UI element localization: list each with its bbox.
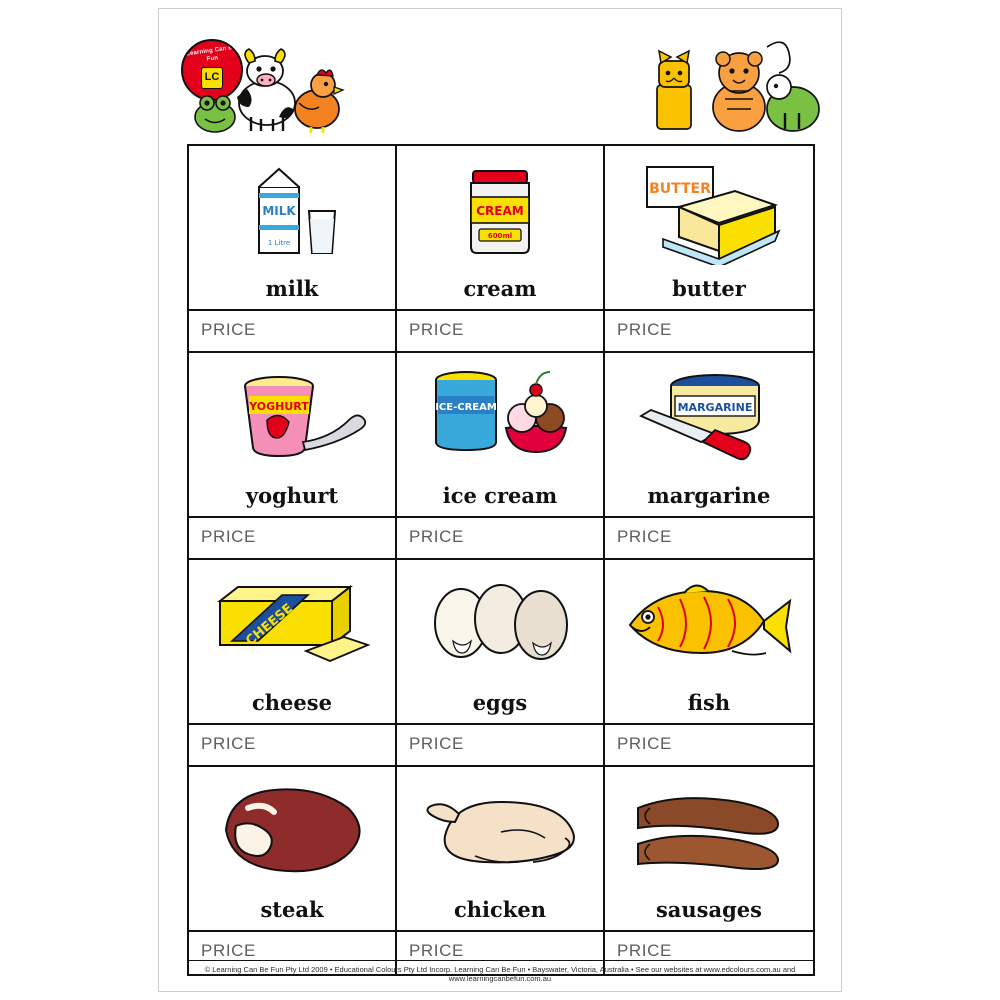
chicken-icon xyxy=(295,70,343,133)
price-label: PRICE xyxy=(201,941,256,960)
grid-row xyxy=(189,767,813,932)
sausages-icon xyxy=(605,771,813,889)
grocery-cell-butter[interactable] xyxy=(605,146,813,311)
price-label: PRICE xyxy=(616,734,672,753)
price-cell[interactable] xyxy=(605,518,813,560)
svg-text:BUTTER: BUTTER xyxy=(649,181,711,197)
item-label: fish xyxy=(687,690,731,715)
milk-carton-icon xyxy=(189,150,395,268)
svg-text:YOGHURT: YOGHURT xyxy=(249,400,309,413)
grocery-cell-cream[interactable] xyxy=(397,146,605,311)
copyright-footer: © Learning Can Be Fun Pty Ltd 2009 • Educational Colours Pty Ltd Incorp. Learning Can Be Fun • Bayswater, Victoria, Australia • See our websites at www.edcolours.com.au and www.learningcanbefun.com.au xyxy=(187,960,813,983)
price-cell[interactable] xyxy=(397,311,605,353)
price-cell[interactable] xyxy=(397,725,605,767)
grocery-cell-fish[interactable] xyxy=(605,560,813,725)
item-label: cheese xyxy=(252,690,332,715)
price-label: PRICE xyxy=(408,320,464,339)
price-cell[interactable] xyxy=(189,311,397,353)
svg-text:MARGARINE: MARGARINE xyxy=(677,401,753,414)
pet-animals-illustration xyxy=(647,33,827,139)
price-label: PRICE xyxy=(201,527,256,546)
svg-text:CREAM: CREAM xyxy=(476,204,524,218)
grid-row xyxy=(189,353,813,518)
price-cell[interactable] xyxy=(189,725,397,767)
price-label: PRICE xyxy=(616,320,672,339)
price-label: PRICE xyxy=(616,527,672,546)
price-label: PRICE xyxy=(201,734,256,753)
butter-block-icon xyxy=(605,150,813,268)
steak-icon xyxy=(189,771,395,889)
svg-text:CHEESE: CHEESE xyxy=(243,601,297,649)
svg-text:ICE-CREAM: ICE-CREAM xyxy=(435,402,497,413)
chicken-icon xyxy=(397,771,603,889)
item-label: eggs xyxy=(472,690,528,715)
grocery-cell-yoghurt[interactable] xyxy=(189,353,397,518)
svg-text:MILK: MILK xyxy=(262,204,296,218)
grid-row xyxy=(189,725,813,767)
grocery-cell-eggs[interactable] xyxy=(397,560,605,725)
poster-header xyxy=(159,9,841,139)
poster xyxy=(158,8,842,992)
item-label: margarine xyxy=(647,483,771,508)
grocery-cell-chicken[interactable] xyxy=(397,767,605,932)
logo-badge: LC xyxy=(201,67,223,89)
item-label: chicken xyxy=(453,897,546,922)
grid-row xyxy=(189,560,813,725)
frog-icon xyxy=(195,96,235,132)
cat-icon xyxy=(657,51,691,129)
cream-jar-icon xyxy=(397,150,603,268)
item-label: steak xyxy=(260,897,324,922)
svg-text:600ml: 600ml xyxy=(487,232,513,240)
margarine-tub-icon xyxy=(605,357,813,475)
price-cell[interactable] xyxy=(605,725,813,767)
cheese-block-icon xyxy=(189,564,395,682)
farm-animals-illustration xyxy=(187,37,367,137)
price-label: PRICE xyxy=(616,941,672,960)
grid-row xyxy=(189,146,813,311)
svg-text:1 Litre: 1 Litre xyxy=(267,239,291,247)
item-label: butter xyxy=(672,276,746,301)
item-label: cream xyxy=(463,276,537,301)
price-cell[interactable] xyxy=(605,311,813,353)
item-label: sausages xyxy=(655,897,762,922)
item-label: milk xyxy=(265,276,319,301)
grocery-cell-sausages[interactable] xyxy=(605,767,813,932)
grocery-cell-margarine[interactable] xyxy=(605,353,813,518)
eggs-icon xyxy=(397,564,603,682)
grocery-cell-steak[interactable] xyxy=(189,767,397,932)
grocery-cell-cheese[interactable] xyxy=(189,560,397,725)
yoghurt-tub-icon xyxy=(189,357,395,475)
price-label: PRICE xyxy=(408,941,464,960)
price-label: PRICE xyxy=(201,320,256,339)
price-label: PRICE xyxy=(408,734,464,753)
grocery-cell-milk[interactable] xyxy=(189,146,397,311)
grid-row xyxy=(189,311,813,353)
fish-icon xyxy=(605,564,813,682)
groceries-grid xyxy=(187,144,815,976)
grocery-cell-ice-cream[interactable] xyxy=(397,353,605,518)
ice-cream-tub-icon xyxy=(397,357,603,475)
cow-icon xyxy=(237,49,295,131)
logo-top-text: Learning Can Be Fun xyxy=(185,44,237,63)
sheep-icon xyxy=(767,75,819,131)
item-label: yoghurt xyxy=(245,483,339,508)
item-label: ice cream xyxy=(442,483,558,508)
price-label: PRICE xyxy=(408,527,464,546)
price-cell[interactable] xyxy=(189,518,397,560)
price-cell[interactable] xyxy=(397,518,605,560)
grid-row xyxy=(189,518,813,560)
